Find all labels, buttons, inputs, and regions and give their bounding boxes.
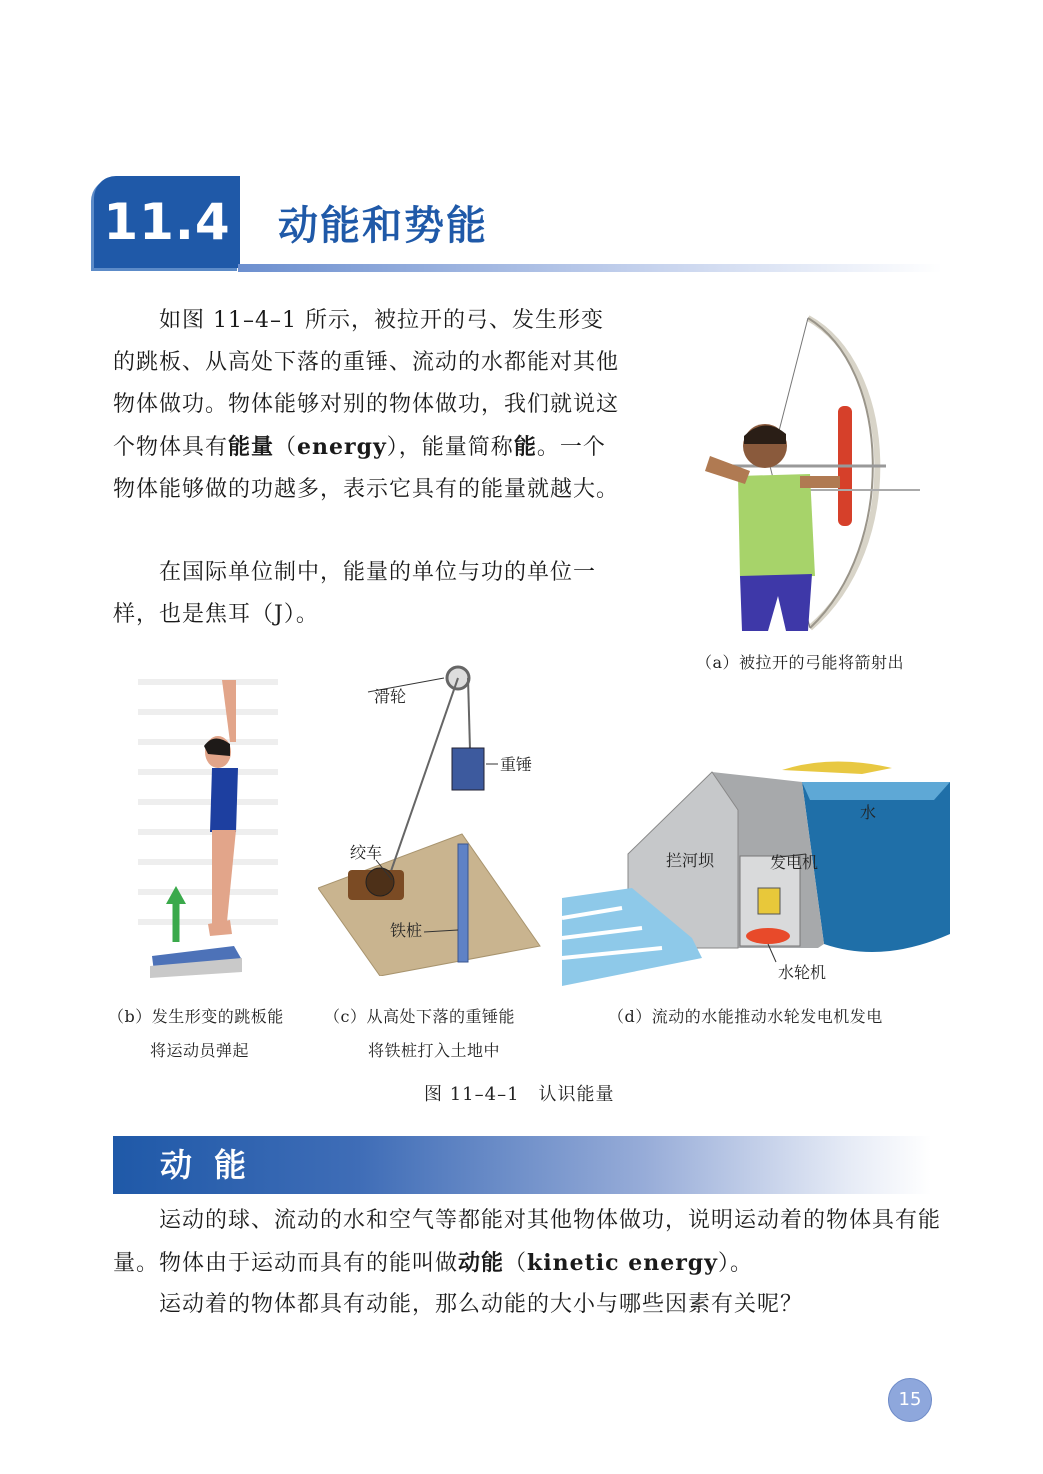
figure-caption-b-line2: 将运动员弹起 bbox=[150, 1041, 250, 1060]
figure-caption-d: （d）流动的水能推动水轮发电机发电 bbox=[608, 1007, 883, 1026]
page-number: 15 bbox=[888, 1378, 932, 1422]
label-turbine: 水轮机 bbox=[778, 963, 827, 982]
kinetic-paragraph-1: 运动的球、流动的水和空气等都能对其他物体做功，说明运动着的物体具有能量。物体由于运动而具有的能叫做动能（kinetic energy）。 bbox=[113, 1208, 942, 1276]
label-water: 水 bbox=[860, 803, 877, 822]
label-dam: 拦河坝 bbox=[666, 851, 715, 870]
intro-paragraph-1: 如图 11–4–1 所示，被拉开的弓、发生形变的跳板、从高处下落的重锤、流动的水都能对其他物体做功。物体能够对别的物体做功，我们就说这个物体具有能量（energy），能量简称能。一个物体能够做的功越多，表示它具有的能量就越大。 bbox=[113, 308, 620, 502]
label-generator: 发电机 bbox=[770, 853, 819, 872]
section-underline bbox=[238, 264, 942, 272]
dam-turbine-illustration bbox=[562, 758, 954, 994]
pile-driver-illustration bbox=[318, 664, 542, 976]
label-winch: 绞车 bbox=[350, 843, 383, 862]
figure-title: 图 11–4–1 认识能量 bbox=[424, 1084, 615, 1105]
archer-illustration bbox=[690, 306, 930, 636]
intro-paragraph-2: 在国际单位制中，能量的单位与功的单位一样，也是焦耳（J）。 bbox=[113, 560, 597, 627]
figure-caption-c-line2: 将铁桩打入土地中 bbox=[368, 1041, 501, 1060]
label-weight: 重锤 bbox=[500, 755, 533, 774]
section-title: 动能和势能 bbox=[278, 203, 488, 249]
label-pulley: 滑轮 bbox=[374, 687, 407, 706]
figure-caption-c-line1: （c）从高处下落的重锤能 bbox=[324, 1007, 515, 1026]
label-pile: 铁桩 bbox=[390, 921, 423, 940]
kinetic-paragraph-2: 运动着的物体都具有动能，那么动能的大小与哪些因素有关呢？ bbox=[159, 1292, 804, 1317]
subsection-title: 动能 bbox=[160, 1146, 269, 1184]
figure-caption-a: （a）被拉开的弓能将箭射出 bbox=[696, 653, 905, 672]
figure-caption-b-line1: （b）发生形变的跳板能 bbox=[108, 1007, 284, 1026]
section-number: 11.4 bbox=[103, 193, 231, 251]
diver-illustration bbox=[138, 672, 278, 990]
